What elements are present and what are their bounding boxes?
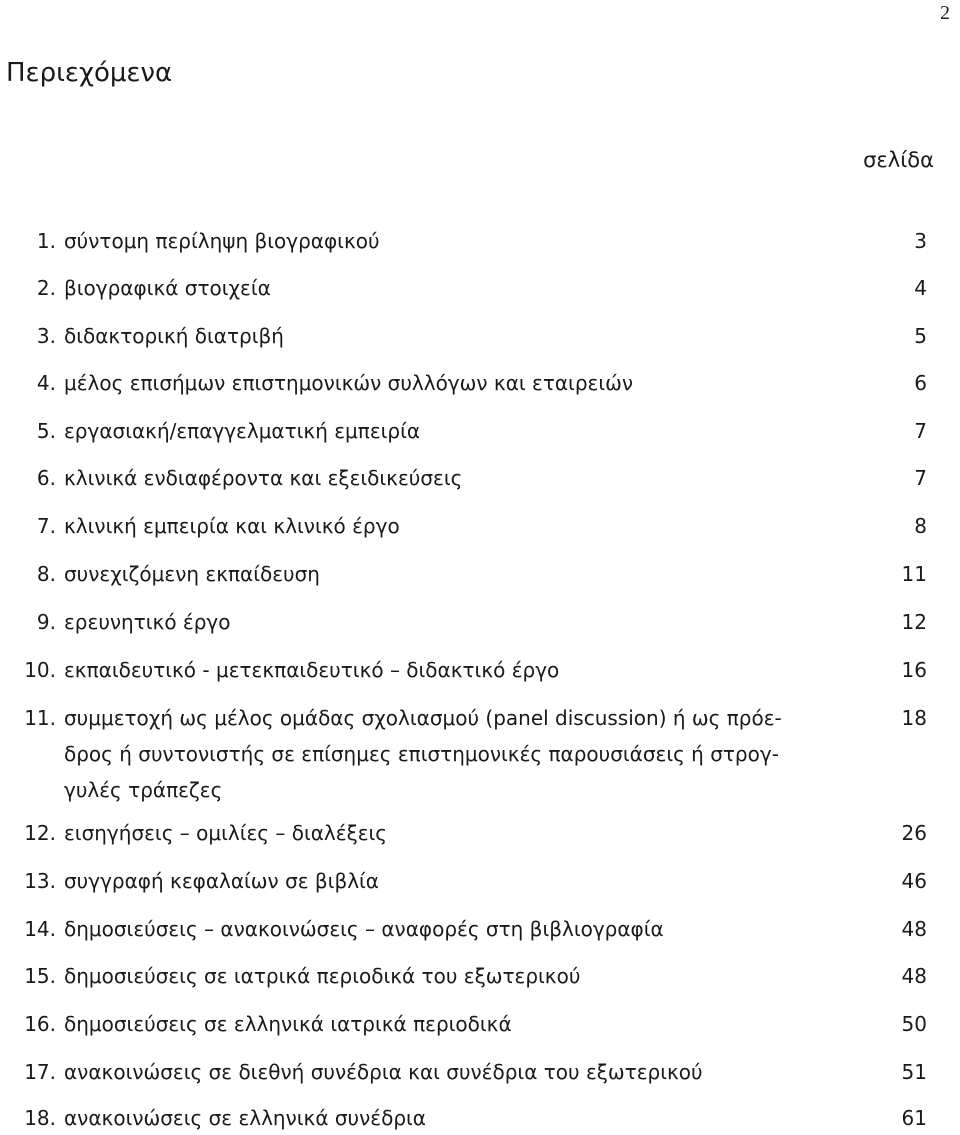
entry-page: 7	[914, 419, 927, 443]
entry-title: μέλος επισήμων επιστημονικών συλλόγων και εταιρειών	[64, 371, 634, 395]
entry-number: 1.	[36, 229, 56, 253]
entry-number: 2.	[36, 276, 56, 300]
entry-number: 13.	[24, 869, 56, 893]
entry-title: βιογραφικά στοιχεία	[64, 276, 271, 300]
entry-page: 61	[901, 1106, 927, 1130]
entry-number: 11.	[24, 706, 56, 730]
entry-number: 15.	[24, 964, 56, 988]
entry-page: 4	[914, 276, 927, 300]
entry-page: 18	[901, 706, 927, 730]
entry-page: 48	[901, 917, 927, 941]
entry-number: 3.	[36, 324, 56, 348]
page-column-label: σελίδα	[863, 148, 934, 172]
entry-page: 8	[914, 514, 927, 538]
entry-page: 48	[901, 964, 927, 988]
entry-title: ερευνητικό έργο	[64, 610, 231, 634]
entry-number: 10.	[24, 658, 56, 682]
entry-title	[64, 701, 784, 807]
entry-number: 4.	[36, 371, 56, 395]
entry-title: δημοσιεύσεις σε ιατρικά περιοδικά του εξωτερικού	[64, 964, 581, 988]
entry-page: 50	[901, 1012, 927, 1036]
entry-number: 18.	[24, 1106, 56, 1130]
entry-title: κλινική εμπειρία και κλινικό έργο	[64, 514, 400, 538]
entry-number: 5.	[36, 419, 56, 443]
entry-page: 16	[901, 658, 927, 682]
entry-title: κλινικά ενδιαφέροντα και εξειδικεύσεις	[64, 466, 463, 490]
entry-number: 17.	[24, 1060, 56, 1084]
entry-page: 11	[901, 562, 927, 586]
entry-page: 46	[901, 869, 927, 893]
entry-number: 9.	[36, 610, 56, 634]
entry-title: εκπαιδευτικό - μετεκπαιδευτικό – διδακτικό έργο	[64, 658, 560, 682]
entry-page: 3	[914, 229, 927, 253]
entry-page: 51	[901, 1060, 927, 1084]
entry-number: 7.	[36, 514, 56, 538]
entry-title: ανακοινώσεις σε ελληνικά συνέδρια	[64, 1106, 426, 1130]
entry-title: δημοσιεύσεις – ανακοινώσεις – αναφορές στη βιβλιογραφία	[64, 917, 664, 941]
entry-page: 12	[901, 610, 927, 634]
entry-number: 8.	[36, 562, 56, 586]
entry-title-line: δρος ή συντονιστής σε επίσημες επιστημονικές παρουσιάσεις ή στρογ-	[64, 742, 779, 766]
entry-title: εισηγήσεις – ομιλίες – διαλέξεις	[64, 821, 388, 845]
page-number: 2	[940, 2, 950, 24]
entry-number: 6.	[36, 466, 56, 490]
entry-number: 16.	[24, 1012, 56, 1036]
entry-title: διδακτορική διατριβή	[64, 324, 284, 348]
entry-title: σύντομη περίληψη βιογραφικού	[64, 229, 380, 253]
entry-title-line: συμμετοχή ως μέλος ομάδας σχολιασμού (panel discussion) ή ως πρόε-	[64, 706, 782, 730]
entry-number: 14.	[24, 917, 56, 941]
entry-title: εργασιακή/επαγγελματική εμπειρία	[64, 419, 421, 443]
entry-title-line: γυλές τράπεζες	[64, 778, 223, 802]
entry-page: 6	[914, 371, 927, 395]
entry-number: 12.	[24, 821, 56, 845]
entry-title: συνεχιζόμενη εκπαίδευση	[64, 562, 320, 586]
entry-page: 7	[914, 466, 927, 490]
entry-title: ανακοινώσεις σε διεθνή συνέδρια και συνέδρια του εξωτερικού	[64, 1060, 703, 1084]
entry-title: δημοσιεύσεις σε ελληνικά ιατρικά περιοδικά	[64, 1012, 512, 1036]
entry-title: συγγραφή κεφαλαίων σε βιβλία	[64, 869, 379, 893]
entry-page: 26	[901, 821, 927, 845]
toc-title: Περιεχόμενα	[6, 58, 173, 88]
entry-page: 5	[914, 324, 927, 348]
